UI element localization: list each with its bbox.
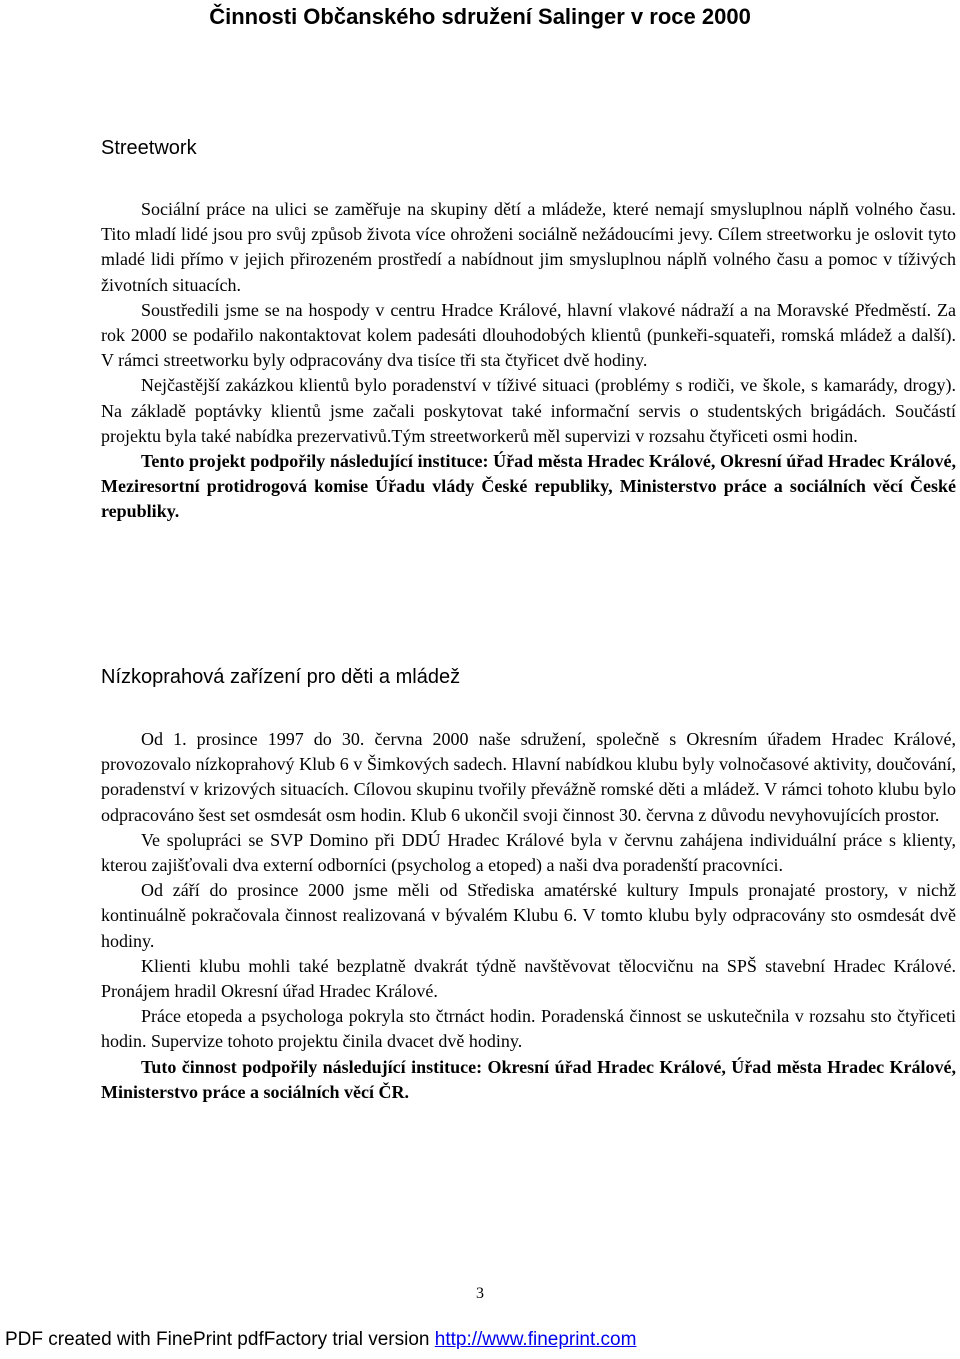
low-threshold-paragraph: Od září do prosince 2000 jsme měli od Střediska amatérské kultury Impuls pronajaté prostory, v nichž kontinuálně pokračovala činnost realizovaná v bývalém Klubu 6. V tomto klubu byly odpracovány sto osmdesát dvě hodiny. [101,880,956,951]
streetwork-paragraph: Nejčastější zakázkou klientů bylo poradenství v tíživé situaci (problémy s rodiči, ve škole, s kamarády, drogy). Na základě poptávky klientů jsme začali poskytovat také informační servis o studentských brigádách. Součástí projektu byla také nabídka prezervativů.Tým streetworkerů měl supervizi v rozsahu čtyřiceti osmi hodin. [101,375,956,446]
low-threshold-support-text: Tuto činnost podpořily následující instituce: Okresní úřad Hradec Králové, Úřad města Hradec Králové, Ministerstvo práce a sociálních věcí ČR. [101,1056,956,1102]
footer-link[interactable]: http://www.fineprint.com [434,1329,637,1350]
low-threshold-text [101,727,956,1105]
low-threshold-paragraph: Klienti klubu mohli také bezplatně dvakrát týdně navštěvovat tělocvičnu na SPŠ stavební Hradec Králové. Pronájem hradil Okresní úřad Hradec Králové. [101,955,956,1002]
low-threshold-paragraph: Od 1. prosince 1997 do 30. června 2000 naše sdružení, společně s Okresním úřadem Hradec Králové, provozovalo nízkoprahový Klub 6 v Šimkových sadech. Hlavní nabídkou klubu byly volnočasové aktivity, doučování, poradenství v krizových situacích. Cílovou skupinu tvořily převážně romské děti a mládež. V rámci tohoto klubu bylo odpracováno šest set osmdesát osm hodin. Klub 6 ukončil svoji činnost 30. června z důvodu nevyhovujících prostor. [101,729,956,825]
section-heading-low-threshold: Nízkoprahová zařízení pro děti a mládež [101,666,461,688]
streetwork-paragraph: Soustředili jsme se na hospody v centru Hradce Králové, hlavní vlakové nádraží a na Moravské Předměstí. Za rok 2000 se podařilo nakontaktovat kolem padesáti dlouhodobých klientů (punkeři-squateři, romská mládež a další). V rámci streetworku byly odpracovány dva tisíce tři sta čtyřicet dvě hodiny. [101,299,956,371]
footer-text: PDF created with FinePrint pdfFactory trial version [5,1329,435,1350]
section-heading-streetwork: Streetwork [101,137,197,159]
page-number: 3 [476,1285,484,1302]
streetwork-paragraph: Sociální práce na ulici se zaměřuje na skupiny dětí a mládeže, které nemají smysluplnou náplň volného času. Tito mladí lidé jsou pro svůj způsob života více ohroženi sociálně nežádoucími jevy. Cílem streetworku je oslovit tyto mladé lidi přímo v jejich přirozeném prostředí a nabídnout jim smysluplnou náplň volného času a pomoc v tíživých životních situacích. [101,199,956,295]
low-threshold-paragraph: Ve spolupráci se SVP Domino při DDÚ Hradec Králové byla v červnu zahájena individuální práce s klienty, kterou zajišťovali dva externí odborníci (psycholog a etoped) a naši dva poradenští pracovníci. [101,829,956,876]
low-threshold-paragraph: Práce etopeda a psychologa pokryla sto čtrnáct hodin. Poradenská činnost se uskutečnila v rozsahu sto čtyřiceti hodin. Supervize tohoto projektu činila dvacet dvě hodiny. [101,1006,956,1052]
streetwork-text [101,197,956,525]
document-title: Činnosti Občanského sdružení Salinger v roce 2000 [209,4,751,29]
streetwork-support-text: Tento projekt podpořily následující instituce: Úřad města Hradec Králové, Okresní úřad Hradec Králové, Meziresortní protidrogová komise Úřadu vlády České republiky, Ministerstvo práce a sociálních věcí České republiky. [101,451,956,522]
pdf-footer [5,1329,636,1351]
